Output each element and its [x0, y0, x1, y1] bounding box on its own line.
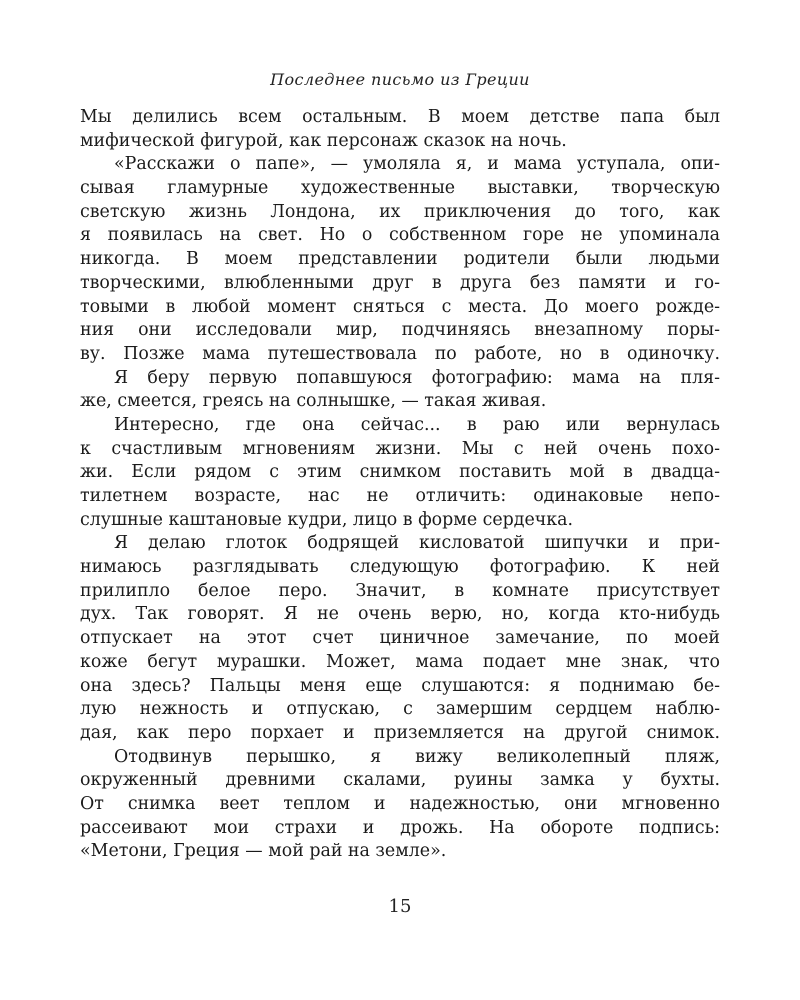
text-line: «Метони, Греция — мой рай на земле». — [80, 841, 447, 862]
text-line: коже бегут мурашки. Может, мама подает мне знак, что — [80, 651, 720, 672]
text-line: никогда. В моем представлении родители были людьми — [80, 249, 720, 270]
text-line: нимаюсь разглядывать следующую фотографию. К ней — [80, 557, 720, 578]
text-line: мифической фигурой, как персонаж сказок на ночь. — [80, 130, 567, 151]
text-line: прилипло белое перо. Значит, в комнате присутствует — [80, 580, 720, 601]
text-line: тилетнем возрасте, нас не отличить: одинаковые непо- — [80, 486, 720, 506]
text-line: дух. Так говорят. Я не очень верю, но, когда кто-нибудь — [80, 604, 720, 625]
text-line: окруженный древними скалами, руины замка у бухты. — [80, 770, 720, 791]
text-line: творческими, влюбленными друг в друга без памяти и го- — [80, 272, 720, 293]
text-line: она здесь? Пальцы меня еще слушаются: я поднимаю бе- — [80, 675, 720, 696]
text-line: От снимка веет теплом и надежностью, они мгновенно — [80, 793, 720, 814]
text-line: Интересно, где она сейчас... в раю или вернулась — [114, 414, 720, 435]
text-line: лую нежность и отпускаю, с замершим сердцем наблю- — [80, 699, 720, 720]
text-line: ния они исследовали мир, подчиняясь внезапному поры- — [80, 320, 720, 341]
text-line: слушные каштановые кудри, лицо в форме сердечка. — [80, 509, 574, 530]
text-line: Я беру первую попавшуюся фотографию: мама на пля- — [114, 367, 720, 388]
text-line: ву. Позже мама путешествовала по работе, но в одиночку. — [80, 343, 720, 364]
text-line: светскую жизнь Лондона, их приключения до того, как — [80, 201, 720, 222]
running-head: Последнее письмо из Греции — [270, 70, 530, 89]
page-number: 15 — [388, 896, 412, 917]
text-line: Я делаю глоток бодрящей кисловатой шипучки и при- — [114, 533, 720, 554]
text-line: дая, как перо порхает и приземляется на другой снимок. — [80, 722, 720, 743]
text-line: я появилась на свет. Но о собственном горе не упоминала — [80, 225, 720, 246]
book-page — [80, 66, 720, 966]
text-line: сывая гламурные художественные выставки, творческую — [80, 178, 720, 199]
text-line: товыми в любой момент сняться с места. До моего рожде- — [80, 296, 720, 317]
text-line: «Расскажи о папе», — умоляла я, и мама уступала, опи- — [114, 154, 720, 175]
text-line: же, смеется, греясь на солнышке, — такая живая. — [80, 391, 547, 412]
text-line: рассеивают мои страхи и дрожь. На обороте подпись: — [80, 817, 720, 838]
text-line: Мы делились всем остальным. В моем детстве папа был — [80, 107, 720, 127]
text-line: к счастливым мгновениям жизни. Мы с ней очень похо- — [80, 438, 720, 459]
text-line: Отодвинув перышко, я вижу великолепный пляж, — [114, 746, 720, 767]
body-text — [80, 106, 720, 864]
text-line: жи. Если рядом с этим снимком поставить мой в двадца- — [80, 462, 720, 483]
text-line: отпускает на этот счет циничное замечание, по моей — [80, 628, 720, 649]
